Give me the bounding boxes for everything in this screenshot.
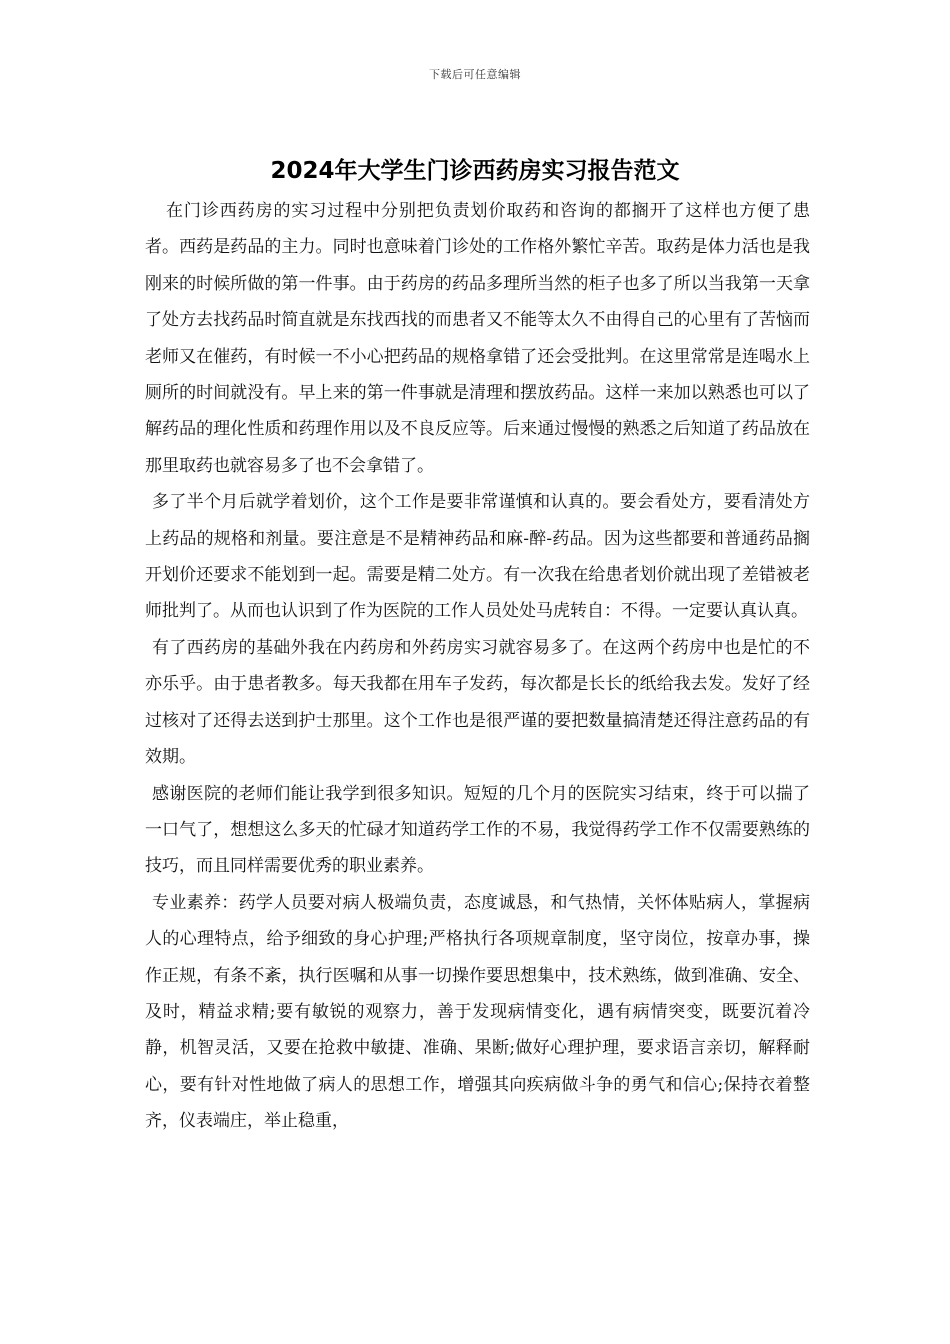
paragraph-dispensing: 在门诊西药房的实习过程中分别把负责划价取药和咨询的都搁开了这样也方便了患者。西药是药品的主力。同时也意味着门诊处的工作格外繁忙辛苦。取药是体力活也是我刚来的时候所做的第一件事。由于药房的药品多理所当然的柜子也多了所以当我第一天拿了处方去找药品时简直就是东找西找的而患者又不能等太久不由得自己的心里有了苦恼而老师又在催药，有时候一不小心把药品的规格拿错了还会受批判。在这里常常是连喝水上厕所的时间就没有。早上来的第一件事就是清理和摆放药品。这样一来加以熟悉也可以了解药品的理化性质和药理作用以及不良反应等。后来通过慢慢的熟悉之后知道了药品放在那里取药也就容易多了也不会拿错了。 (145, 201, 810, 476)
paragraph-professional-quality: 专业素养：药学人员要对病人极端负责，态度诚恳，和气热情，关怀体贴病人，掌握病人的心理特点，给予细致的身心护理;严格执行各项规章制度，坚守岗位，按章办事，操作正规，有条不紊，执行医嘱和从事一切操作要思想集中，技术熟练，做到准确、安全、及时，精益求精;要有敏锐的观察力，善于发现病情变化，遇有病情突变，既要沉着冷静，机智灵活，又要在抢救中敏捷、准确、果断;做好心理护理，要求语言亲切，解释耐心，要有针对性地做了病人的思想工作，增强其向疾病做斗争的勇气和信心;保持衣着整齐，仪表端庄，举止稳重， (145, 892, 810, 1132)
header-note: 下载后可任意编辑 (429, 68, 521, 81)
paragraph-inpatient-pharmacy: 有了西药房的基础外我在内药房和外药房实习就容易多了。在这两个药房中也是忙的不亦乐乎。由于患者教多。每天我都在用车子发药，每次都是长长的纸给我去发。发好了经过核对了还得去送到护士那里。这个工作也是很严谨的要把数量搞清楚还得注意药品的有效期。 (145, 637, 810, 768)
paragraph-thanks: 感谢医院的老师们能让我学到很多知识。短短的几个月的医院实习结束，终于可以揣了一口气了，想想这么多天的忙碌才知道药学工作的不易，我觉得药学工作不仅需要熟练的技巧，而且同样需要优秀的职业素养。 (145, 783, 810, 877)
document-title: 2024年大学生门诊西药房实习报告范文 (270, 158, 680, 184)
paragraph-pricing: 多了半个月后就学着划价，这个工作是要非常谨慎和认真的。要会看处方，要看清处方上药品的规格和剂量。要注意是不是精神药品和麻-醉-药品。因为这些都要和普通药品搁开划价还要求不能划到一起。需要是精二处方。有一次我在给患者划价就出现了差错被老师批判了。从而也认识到了作为医院的工作人员处处马虎转自：不得。一定要认真认真。 (145, 492, 810, 622)
document-body (145, 193, 810, 1140)
